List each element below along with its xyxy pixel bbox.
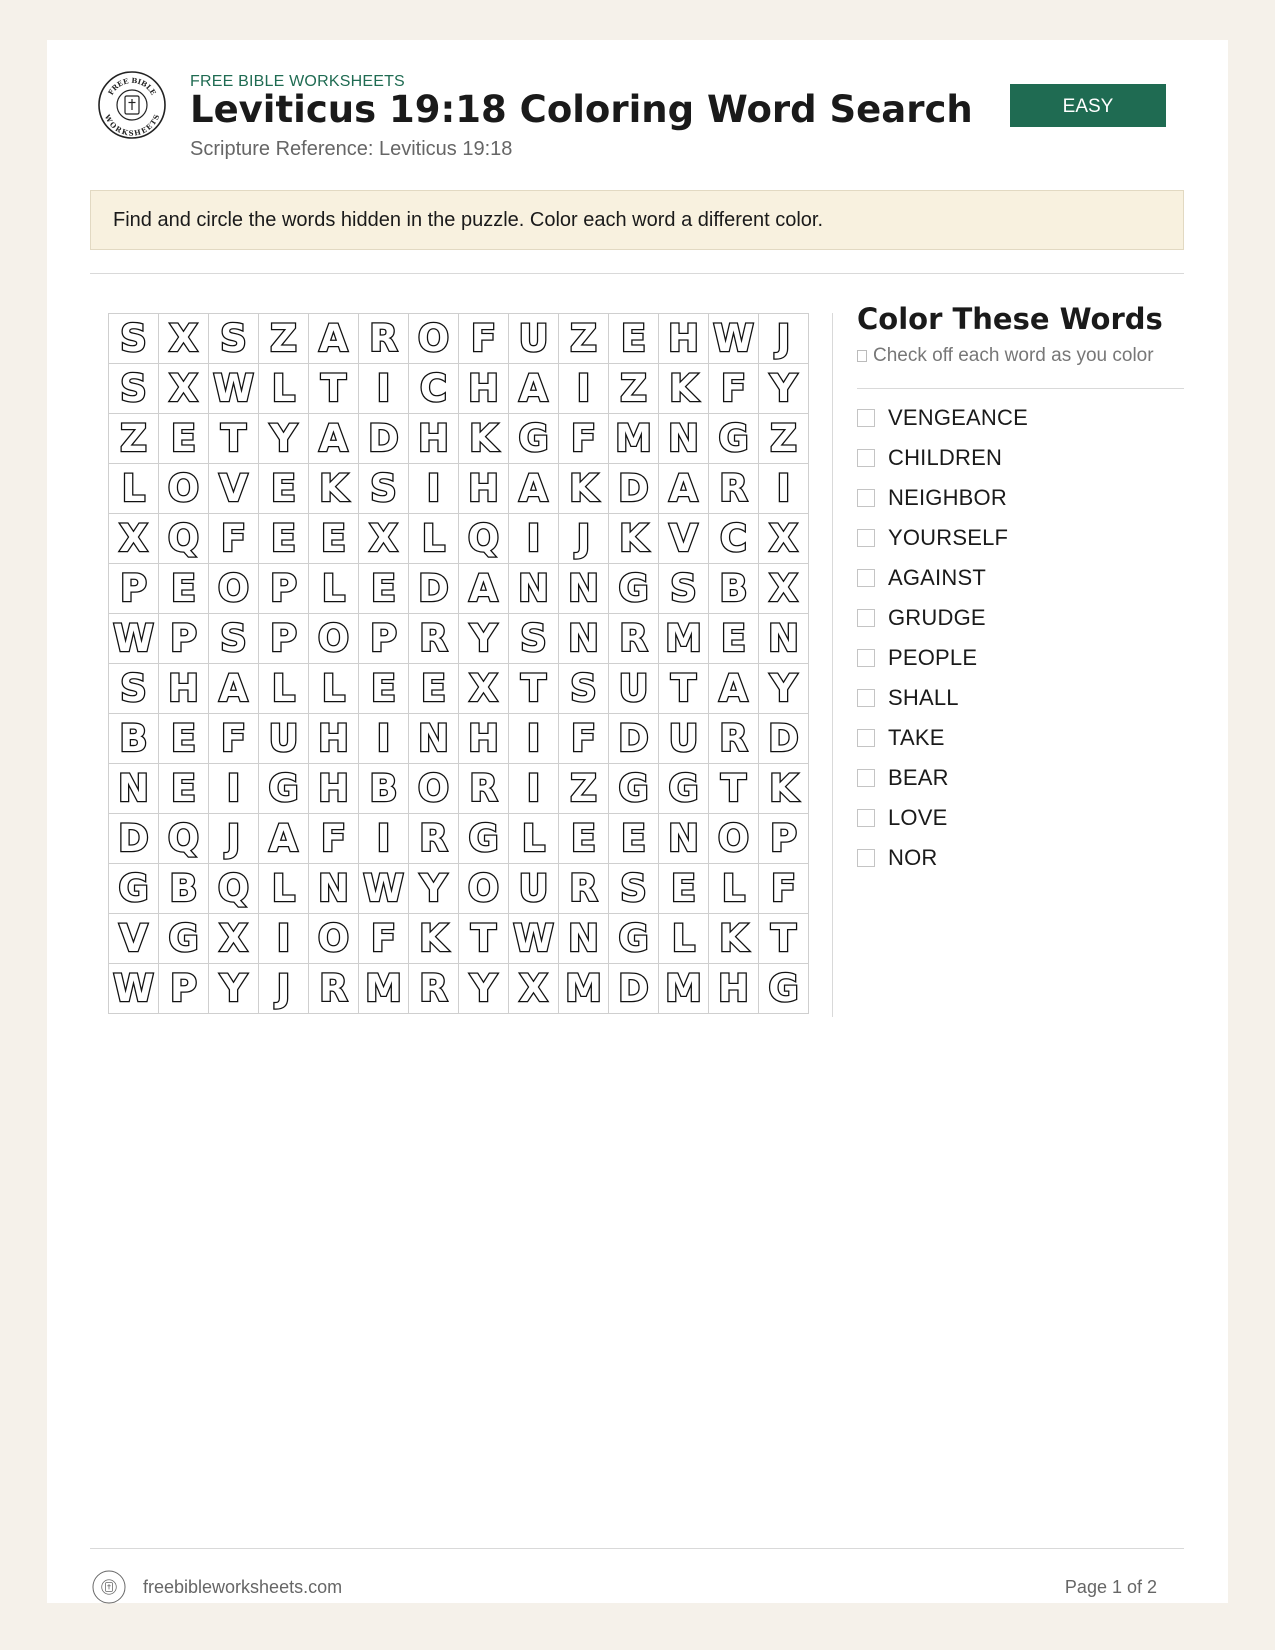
grid-cell[interactable]: L bbox=[509, 814, 559, 864]
grid-cell[interactable]: I bbox=[209, 764, 259, 814]
grid-cell[interactable]: U bbox=[509, 864, 559, 914]
footer-logo-icon bbox=[92, 1570, 126, 1604]
grid-cell[interactable]: Q bbox=[209, 864, 259, 914]
word-label: LOVE bbox=[888, 805, 948, 830]
grid-cell[interactable]: W bbox=[709, 314, 759, 364]
grid-cell[interactable]: E bbox=[559, 814, 609, 864]
grid-cell[interactable]: Y bbox=[259, 414, 309, 464]
page-title: Leviticus 19:18 Coloring Word Search bbox=[190, 88, 973, 131]
grid-cell[interactable]: C bbox=[409, 364, 459, 414]
grid-cell[interactable]: X bbox=[359, 514, 409, 564]
grid-cell[interactable]: M bbox=[659, 964, 709, 1014]
grid-cell[interactable]: V bbox=[109, 914, 159, 964]
grid-cell[interactable]: E bbox=[159, 764, 209, 814]
grid-cell[interactable]: K bbox=[609, 514, 659, 564]
grid-cell[interactable]: F bbox=[359, 914, 409, 964]
grid-cell[interactable]: O bbox=[409, 314, 459, 364]
grid-cell[interactable]: E bbox=[359, 564, 409, 614]
grid-cell[interactable]: E bbox=[409, 664, 459, 714]
grid-cell[interactable]: S bbox=[509, 614, 559, 664]
grid-cell[interactable]: J bbox=[559, 514, 609, 564]
grid-cell[interactable]: X bbox=[759, 514, 809, 564]
grid-cell[interactable]: S bbox=[109, 314, 159, 364]
word-label: PEOPLE bbox=[888, 645, 978, 670]
grid-cell[interactable]: N bbox=[509, 564, 559, 614]
word-checkbox[interactable] bbox=[857, 769, 875, 787]
grid-cell[interactable]: I bbox=[359, 364, 409, 414]
grid-cell[interactable]: E bbox=[609, 814, 659, 864]
word-list-item bbox=[857, 678, 1028, 718]
grid-cell[interactable]: I bbox=[509, 714, 559, 764]
grid-cell[interactable]: H bbox=[309, 764, 359, 814]
grid-cell[interactable]: S bbox=[209, 614, 259, 664]
grid-cell[interactable]: N bbox=[109, 764, 159, 814]
word-list-item bbox=[857, 518, 1028, 558]
grid-cell[interactable]: O bbox=[209, 564, 259, 614]
grid-cell[interactable]: A bbox=[709, 664, 759, 714]
word-checkbox[interactable] bbox=[857, 409, 875, 427]
word-list-item bbox=[857, 438, 1028, 478]
grid-cell[interactable]: K bbox=[759, 764, 809, 814]
grid-cell[interactable]: X bbox=[159, 314, 209, 364]
grid-cell[interactable]: H bbox=[459, 464, 509, 514]
word-checkbox[interactable] bbox=[857, 729, 875, 747]
grid-cell[interactable]: A bbox=[309, 414, 359, 464]
word-label: YOURSELF bbox=[888, 525, 1009, 550]
grid-cell[interactable]: J bbox=[759, 314, 809, 364]
word-list bbox=[857, 398, 1028, 878]
grid-cell[interactable]: B bbox=[109, 714, 159, 764]
grid-cell[interactable]: X bbox=[459, 664, 509, 714]
word-label: NEIGHBOR bbox=[888, 485, 1007, 510]
grid-cell[interactable]: R bbox=[409, 614, 459, 664]
grid-cell[interactable]: F bbox=[209, 514, 259, 564]
scripture-reference: Scripture Reference: Leviticus 19:18 bbox=[190, 138, 513, 160]
grid-cell[interactable]: A bbox=[509, 464, 559, 514]
word-search-grid bbox=[108, 313, 809, 1014]
grid-cell[interactable]: I bbox=[259, 914, 309, 964]
word-list-item bbox=[857, 718, 1028, 758]
grid-cell[interactable]: F bbox=[309, 814, 359, 864]
grid-cell[interactable]: N bbox=[659, 814, 709, 864]
grid-cell[interactable]: A bbox=[659, 464, 709, 514]
difficulty-badge: EASY bbox=[1010, 84, 1166, 127]
word-checkbox[interactable] bbox=[857, 649, 875, 667]
grid-cell[interactable]: G bbox=[259, 764, 309, 814]
grid-cell[interactable]: O bbox=[159, 464, 209, 514]
grid-cell[interactable]: K bbox=[459, 414, 509, 464]
word-label: AGAINST bbox=[888, 565, 986, 590]
grid-cell[interactable]: U bbox=[259, 714, 309, 764]
instructions-box bbox=[90, 190, 1184, 250]
word-label: TAKE bbox=[888, 725, 945, 750]
grid-cell[interactable]: F bbox=[709, 364, 759, 414]
word-checkbox[interactable] bbox=[857, 689, 875, 707]
grid-cell[interactable]: R bbox=[459, 764, 509, 814]
grid-cell[interactable]: L bbox=[309, 664, 359, 714]
page-number: Page 1 of 2 bbox=[1064, 1577, 1157, 1597]
word-checkbox[interactable] bbox=[857, 569, 875, 587]
grid-cell[interactable]: T bbox=[659, 664, 709, 714]
word-list-title: Color These Words bbox=[857, 302, 1163, 336]
grid-cell[interactable]: G bbox=[509, 414, 559, 464]
grid-cell[interactable]: P bbox=[259, 564, 309, 614]
word-list-item bbox=[857, 478, 1028, 518]
grid-cell[interactable]: Z bbox=[609, 364, 659, 414]
grid-cell[interactable]: S bbox=[659, 564, 709, 614]
word-checkbox[interactable] bbox=[857, 489, 875, 507]
grid-cell[interactable]: H bbox=[459, 364, 509, 414]
worksheet-page bbox=[47, 40, 1228, 1603]
grid-cell[interactable]: Z bbox=[109, 414, 159, 464]
grid-cell[interactable]: P bbox=[759, 814, 809, 864]
grid-cell[interactable]: T bbox=[309, 364, 359, 414]
footer-site: freebibleworksheets.com bbox=[143, 1577, 343, 1597]
grid-cell[interactable]: A bbox=[309, 314, 359, 364]
grid-cell[interactable]: W bbox=[109, 614, 159, 664]
grid-cell[interactable]: Y bbox=[759, 664, 809, 714]
grid-cell[interactable]: Q bbox=[159, 814, 209, 864]
grid-cell[interactable]: X bbox=[209, 914, 259, 964]
grid-cell[interactable]: V bbox=[209, 464, 259, 514]
word-label: CHILDREN bbox=[888, 445, 1003, 470]
grid-cell[interactable]: Y bbox=[759, 364, 809, 414]
word-label: SHALL bbox=[888, 685, 959, 710]
grid-cell[interactable]: S bbox=[209, 314, 259, 364]
grid-cell[interactable]: M bbox=[559, 964, 609, 1014]
brand-name: FREE BIBLE WORKSHEETS bbox=[190, 73, 405, 90]
grid-cell[interactable]: F bbox=[209, 714, 259, 764]
grid-cell[interactable]: H bbox=[309, 714, 359, 764]
grid-cell[interactable]: R bbox=[709, 714, 759, 764]
grid-cell[interactable]: G bbox=[159, 914, 209, 964]
grid-cell[interactable]: N bbox=[759, 614, 809, 664]
grid-cell[interactable]: G bbox=[609, 764, 659, 814]
grid-cell[interactable]: M bbox=[609, 414, 659, 464]
grid-cell[interactable]: K bbox=[659, 364, 709, 414]
grid-cell[interactable]: A bbox=[209, 664, 259, 714]
word-label: VENGEANCE bbox=[888, 405, 1028, 430]
grid-cell[interactable]: H bbox=[459, 714, 509, 764]
grid-cell[interactable]: U bbox=[609, 664, 659, 714]
checkbox-hint-icon bbox=[857, 350, 867, 362]
grid-cell[interactable]: Z bbox=[559, 314, 609, 364]
grid-cell[interactable]: Q bbox=[459, 514, 509, 564]
grid-cell[interactable]: Z bbox=[559, 764, 609, 814]
grid-cell[interactable]: I bbox=[359, 714, 409, 764]
grid-cell[interactable]: E bbox=[659, 864, 709, 914]
grid-cell[interactable]: E bbox=[159, 564, 209, 614]
word-checkbox[interactable] bbox=[857, 849, 875, 867]
grid-cell[interactable]: P bbox=[359, 614, 409, 664]
grid-cell[interactable]: R bbox=[409, 964, 459, 1014]
grid-cell[interactable]: F bbox=[759, 864, 809, 914]
word-label: BEAR bbox=[888, 765, 949, 790]
grid-cell[interactable]: W bbox=[509, 914, 559, 964]
grid-cell[interactable]: Y bbox=[209, 964, 259, 1014]
word-list-item bbox=[857, 398, 1028, 438]
grid-cell[interactable]: L bbox=[259, 364, 309, 414]
grid-cell[interactable]: G bbox=[609, 914, 659, 964]
grid-cell[interactable]: I bbox=[509, 764, 559, 814]
grid-cell[interactable]: V bbox=[659, 514, 709, 564]
grid-cell[interactable]: R bbox=[709, 464, 759, 514]
grid-cell[interactable]: N bbox=[559, 614, 609, 664]
grid-cell[interactable]: D bbox=[609, 714, 659, 764]
grid-cell[interactable]: G bbox=[709, 414, 759, 464]
grid-cell[interactable]: G bbox=[659, 764, 709, 814]
grid-cell[interactable]: K bbox=[559, 464, 609, 514]
grid-cell[interactable]: O bbox=[459, 864, 509, 914]
grid-cell[interactable]: X bbox=[509, 964, 559, 1014]
grid-cell[interactable]: I bbox=[509, 514, 559, 564]
grid-cell[interactable]: S bbox=[109, 664, 159, 714]
grid-cell[interactable]: J bbox=[259, 964, 309, 1014]
grid-cell[interactable]: X bbox=[109, 514, 159, 564]
grid-cell[interactable]: L bbox=[309, 564, 359, 614]
word-list-item bbox=[857, 758, 1028, 798]
grid-cell[interactable]: P bbox=[109, 564, 159, 614]
grid-cell[interactable]: G bbox=[759, 964, 809, 1014]
grid-cell[interactable]: R bbox=[309, 964, 359, 1014]
grid-cell[interactable]: G bbox=[109, 864, 159, 914]
grid-cell[interactable]: G bbox=[459, 814, 509, 864]
grid-cell[interactable]: L bbox=[709, 864, 759, 914]
grid-cell[interactable]: N bbox=[559, 914, 609, 964]
grid-cell[interactable]: L bbox=[409, 514, 459, 564]
grid-cell[interactable]: E bbox=[309, 514, 359, 564]
grid-cell[interactable]: A bbox=[259, 814, 309, 864]
grid-cell[interactable]: T bbox=[709, 764, 759, 814]
grid-cell[interactable]: T bbox=[509, 664, 559, 714]
grid-cell[interactable]: B bbox=[359, 764, 409, 814]
word-label: GRUDGE bbox=[888, 605, 986, 630]
grid-cell[interactable]: R bbox=[359, 314, 409, 364]
bible-logo-icon bbox=[97, 70, 167, 140]
grid-cell[interactable]: R bbox=[609, 614, 659, 664]
grid-cell[interactable]: F bbox=[559, 714, 609, 764]
grid-cell[interactable]: R bbox=[409, 814, 459, 864]
grid-cell[interactable]: P bbox=[159, 964, 209, 1014]
grid-cell[interactable]: E bbox=[259, 514, 309, 564]
grid-cell[interactable]: S bbox=[359, 464, 409, 514]
grid-cell[interactable]: K bbox=[309, 464, 359, 514]
grid-cell[interactable]: E bbox=[359, 664, 409, 714]
grid-cell[interactable]: E bbox=[609, 314, 659, 364]
word-checkbox[interactable] bbox=[857, 809, 875, 827]
grid-cell[interactable]: W bbox=[359, 864, 409, 914]
grid-cell[interactable]: H bbox=[709, 964, 759, 1014]
grid-cell[interactable]: Z bbox=[259, 314, 309, 364]
grid-cell[interactable]: D bbox=[609, 964, 659, 1014]
logo-text-bottom: WORKSHEETS bbox=[102, 113, 162, 138]
grid-cell[interactable]: L bbox=[259, 664, 309, 714]
grid-cell[interactable]: H bbox=[659, 314, 709, 364]
grid-cell[interactable]: N bbox=[309, 864, 359, 914]
grid-cell[interactable]: H bbox=[409, 414, 459, 464]
instructions-text: Find and circle the words hidden in the puzzle. Color each word a different color. bbox=[113, 209, 824, 231]
grid-cell[interactable]: J bbox=[209, 814, 259, 864]
grid-cell[interactable]: E bbox=[159, 414, 209, 464]
grid-cell[interactable]: S bbox=[609, 864, 659, 914]
grid-cell[interactable]: P bbox=[159, 614, 209, 664]
grid-cell[interactable]: M bbox=[359, 964, 409, 1014]
grid-cell[interactable]: O bbox=[309, 914, 359, 964]
grid-cell[interactable]: A bbox=[509, 364, 559, 414]
grid-cell[interactable]: W bbox=[109, 964, 159, 1014]
grid-cell[interactable]: W bbox=[209, 364, 259, 414]
grid-cell[interactable]: G bbox=[609, 564, 659, 614]
word-list-item bbox=[857, 638, 1028, 678]
grid-cell[interactable]: D bbox=[359, 414, 409, 464]
word-list-item bbox=[857, 598, 1028, 638]
word-label: NOR bbox=[888, 845, 938, 870]
grid-cell[interactable]: B bbox=[159, 864, 209, 914]
divider bbox=[90, 273, 1184, 274]
grid-cell[interactable]: E bbox=[259, 464, 309, 514]
grid-cell[interactable]: B bbox=[709, 564, 759, 614]
grid-cell[interactable]: I bbox=[759, 464, 809, 514]
grid-cell[interactable]: L bbox=[109, 464, 159, 514]
grid-cell[interactable]: A bbox=[459, 564, 509, 614]
grid-cell[interactable]: X bbox=[159, 364, 209, 414]
word-list-item bbox=[857, 798, 1028, 838]
word-list-subtitle bbox=[857, 345, 1154, 367]
grid-cell[interactable]: I bbox=[559, 364, 609, 414]
grid-cell[interactable]: K bbox=[409, 914, 459, 964]
grid-cell[interactable]: U bbox=[509, 314, 559, 364]
grid-cell[interactable]: T bbox=[209, 414, 259, 464]
grid-cell[interactable]: Y bbox=[409, 864, 459, 914]
grid-cell[interactable]: N bbox=[409, 714, 459, 764]
grid-cell[interactable]: I bbox=[409, 464, 459, 514]
grid-cell[interactable]: T bbox=[759, 914, 809, 964]
grid-cell[interactable]: H bbox=[159, 664, 209, 714]
grid-cell[interactable]: L bbox=[659, 914, 709, 964]
footer-divider bbox=[90, 1548, 1184, 1549]
vertical-divider bbox=[832, 313, 833, 1017]
grid-cell[interactable]: X bbox=[759, 564, 809, 614]
word-checkbox[interactable] bbox=[857, 609, 875, 627]
grid-cell[interactable]: O bbox=[709, 814, 759, 864]
grid-cell[interactable]: Q bbox=[159, 514, 209, 564]
grid-cell[interactable]: F bbox=[459, 314, 509, 364]
grid-cell[interactable]: K bbox=[709, 914, 759, 964]
grid-cell[interactable]: D bbox=[409, 564, 459, 614]
grid-cell[interactable]: O bbox=[409, 764, 459, 814]
grid-cell[interactable]: S bbox=[109, 364, 159, 414]
grid-cell[interactable]: S bbox=[559, 664, 609, 714]
grid-cell[interactable]: O bbox=[309, 614, 359, 664]
grid-cell[interactable]: M bbox=[659, 614, 709, 664]
grid-cell[interactable]: R bbox=[559, 864, 609, 914]
grid-cell[interactable]: D bbox=[109, 814, 159, 864]
word-list-subtitle-text: Check off each word as you color bbox=[873, 345, 1154, 366]
grid-cell[interactable]: Y bbox=[459, 614, 509, 664]
grid-cell[interactable]: Y bbox=[459, 964, 509, 1014]
word-list-item bbox=[857, 838, 1028, 878]
grid-cell[interactable]: P bbox=[259, 614, 309, 664]
grid-cell[interactable]: D bbox=[759, 714, 809, 764]
grid-cell[interactable]: D bbox=[609, 464, 659, 514]
grid-cell[interactable]: U bbox=[659, 714, 709, 764]
grid-cell[interactable]: T bbox=[459, 914, 509, 964]
grid-cell[interactable]: F bbox=[559, 414, 609, 464]
grid-cell[interactable]: Z bbox=[759, 414, 809, 464]
logo-text-top: FREE BIBLE bbox=[106, 75, 158, 97]
word-list-item bbox=[857, 558, 1028, 598]
grid-cell[interactable]: L bbox=[259, 864, 309, 914]
word-checkbox[interactable] bbox=[857, 529, 875, 547]
grid-cell[interactable]: E bbox=[159, 714, 209, 764]
word-list-divider bbox=[857, 388, 1184, 389]
grid-cell[interactable]: E bbox=[709, 614, 759, 664]
grid-cell[interactable]: N bbox=[659, 414, 709, 464]
grid-cell[interactable]: C bbox=[709, 514, 759, 564]
word-checkbox[interactable] bbox=[857, 449, 875, 467]
grid-cell[interactable]: I bbox=[359, 814, 409, 864]
grid-cell[interactable]: N bbox=[559, 564, 609, 614]
